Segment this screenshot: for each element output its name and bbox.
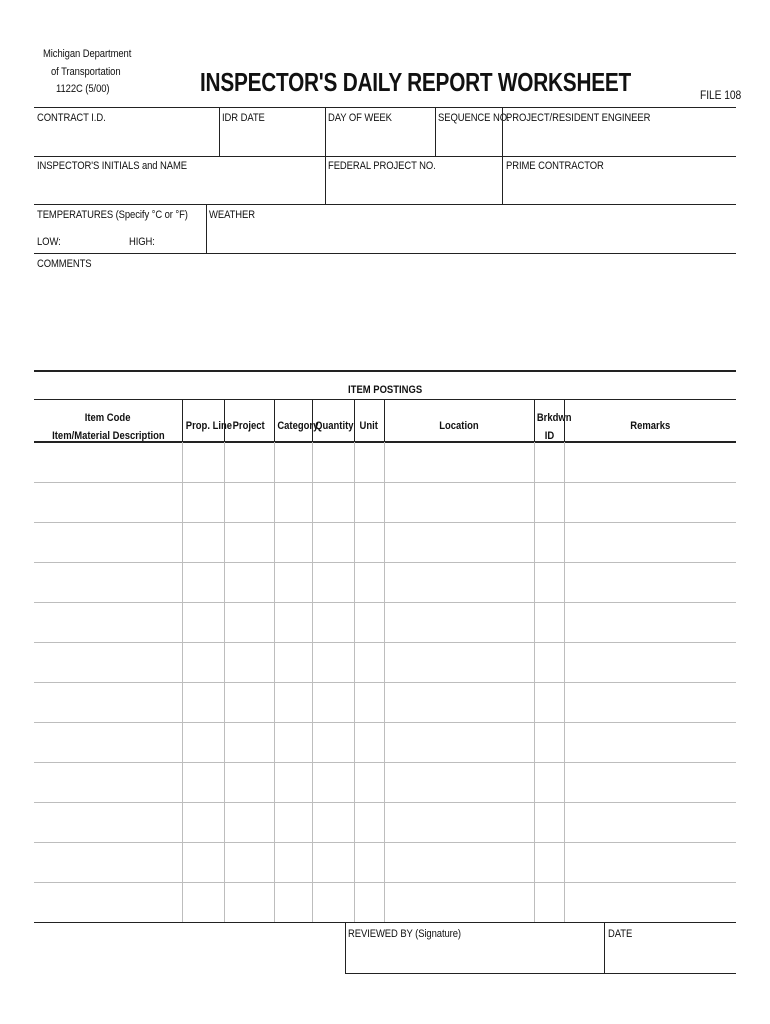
reviewed-by-signature-field[interactable] <box>346 923 604 973</box>
row-divider <box>34 482 736 483</box>
header-column-divider <box>354 400 355 442</box>
header-column-divider <box>384 400 385 442</box>
high-temp-label: HIGH: <box>129 236 155 248</box>
table-row[interactable] <box>34 682 736 722</box>
page-title: INSPECTOR'S DAILY REPORT WORKSHEET <box>200 67 631 97</box>
col-header-item-code: Item Code Item/Material Description <box>51 412 165 442</box>
prime-contractor-label: PRIME CONTRACTOR <box>506 160 604 172</box>
table-row[interactable] <box>34 522 736 562</box>
col-header-prop-line: Prop. Line <box>185 420 233 432</box>
contract-id-label: CONTRACT I.D. <box>37 112 106 124</box>
low-temp-label: LOW: <box>37 236 61 248</box>
temperatures-label: TEMPERATURES (Specify °C or °F) <box>37 209 188 221</box>
table-row[interactable] <box>34 602 736 642</box>
agency-name-line2: of Transportation <box>51 66 121 78</box>
agency-name-line1: Michigan Department <box>43 48 132 60</box>
header-column-divider <box>312 400 313 442</box>
table-row[interactable] <box>34 762 736 802</box>
row-divider <box>34 762 736 763</box>
footer-bottom-rule <box>345 973 736 974</box>
table-row[interactable] <box>34 882 736 922</box>
header-column-divider <box>564 400 565 442</box>
review-date-field[interactable] <box>605 923 736 973</box>
row-divider <box>34 602 736 603</box>
row-divider <box>34 642 736 643</box>
inspector-label: INSPECTOR'S INITIALS and NAME <box>37 160 188 172</box>
col-header-brkdwn-id: Brkdwn ID <box>536 412 572 442</box>
row-divider <box>34 682 736 683</box>
header-column-divider <box>182 400 183 442</box>
idr-date-label: IDR DATE <box>222 112 265 124</box>
table-row[interactable] <box>34 842 736 882</box>
col-header-category: Category <box>277 420 319 432</box>
table-row[interactable] <box>34 802 736 842</box>
header-column-divider <box>224 400 225 442</box>
col-header-location: Location <box>439 420 479 432</box>
federal-project-label: FEDERAL PROJECT NO. <box>328 160 436 172</box>
date-label: DATE <box>608 928 633 940</box>
project-engineer-label: PROJECT/RESIDENT ENGINEER <box>506 112 651 124</box>
reviewed-by-label: REVIEWED BY (Signature) <box>348 928 461 940</box>
weather-label: WEATHER <box>209 209 255 221</box>
header-column-divider <box>534 400 535 442</box>
comments-label: COMMENTS <box>37 258 92 270</box>
row-divider <box>34 842 736 843</box>
row-divider <box>34 562 736 563</box>
col-header-unit: Unit <box>359 420 379 432</box>
col-header-remarks: Remarks <box>630 420 670 432</box>
header-column-divider <box>274 400 275 442</box>
table-row[interactable] <box>34 482 736 522</box>
day-of-week-label: DAY OF WEEK <box>328 112 392 124</box>
form-number: 1122C (5/00) <box>56 83 110 95</box>
row-divider <box>34 522 736 523</box>
col-header-quantity: Quantity <box>315 420 354 432</box>
table-row[interactable] <box>34 442 736 482</box>
row-divider <box>34 882 736 883</box>
sequence-no-label: SEQUENCE NO. <box>438 112 510 124</box>
row-divider <box>34 802 736 803</box>
table-row[interactable] <box>34 562 736 602</box>
col-header-project: Project <box>232 420 266 432</box>
row-divider <box>34 722 736 723</box>
item-postings-title: ITEM POSTINGS <box>347 384 423 396</box>
file-label: FILE 108 <box>700 88 742 102</box>
table-row[interactable] <box>34 642 736 682</box>
table-row[interactable] <box>34 722 736 762</box>
